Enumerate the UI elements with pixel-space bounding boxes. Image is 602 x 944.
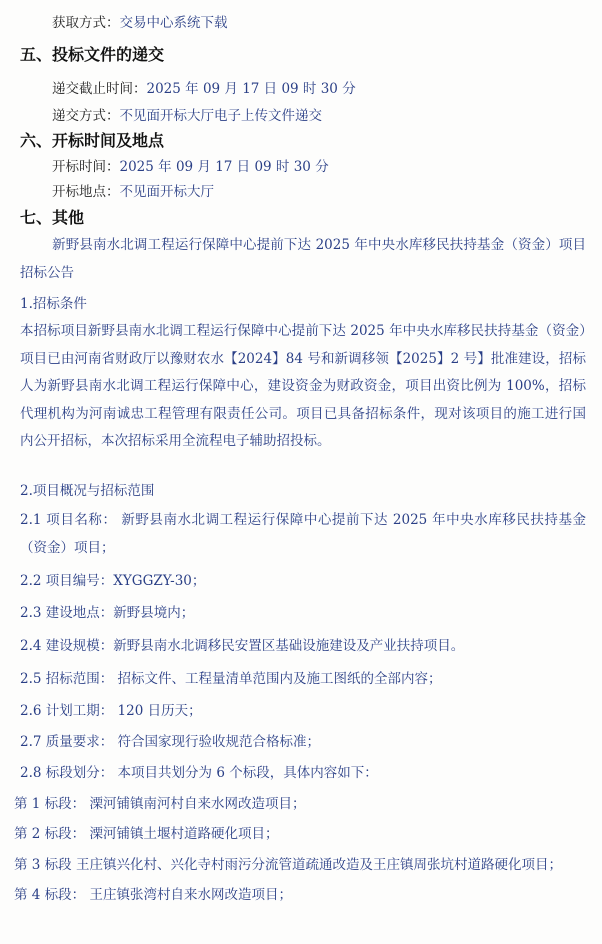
item2-7: 2.7 质量要求： 符合国家现行验收规范合格标准； [20,734,321,750]
item2-heading: 2.项目概况与招标范围 [20,483,155,499]
lot-1: 第 1 标段： 溧河铺镇南河村自来水网改造项目； [14,796,306,812]
submit-method-value: 不见面开标大厅电子上传文件递交 [119,108,322,124]
item2-5: 2.5 招标范围： 招标文件、工程量清单范围内及施工图纸的全部内容； [20,671,442,687]
item2-8: 2.8 标段划分： 本项目共划分为 6 个标段，具体内容如下： [20,765,378,781]
s4-method-value: 交易中心系统下载 [119,15,228,31]
section5-heading: 五、投标文件的递交 [20,45,165,64]
item2-3: 2.3 建设地点：新野县境内； [20,605,195,621]
section7-heading: 七、其他 [20,208,85,227]
open-place-label: 开标地点： [52,184,120,200]
deadline-label: 递交截止时间： [52,81,147,97]
announcement-title: 新野县南水北调工程运行保障中心提前下达 2025 年中央水库移民扶持基金（资金）项目招标公告 [20,237,586,281]
open-time-value: 2025 年 09 月 17 日 09 时 30 分 [119,159,329,175]
submit-method-label: 递交方式： [52,108,120,124]
item2-1: 2.1 项目名称： 新野县南水北调工程运行保障中心提前下达 2025 年中央水库移民扶持基金（资金）项目； [20,512,586,556]
item2-4: 2.4 建设规模：新野县南水北调移民安置区基础设施建设及产业扶持项目。 [20,638,465,654]
open-time-line [52,158,329,176]
lot-2: 第 2 标段： 溧河铺镇土堰村道路硬化项目； [14,826,279,842]
item2-6: 2.6 计划工期： 120 日历天； [20,703,202,719]
s4-method-label: 获取方式： [52,15,120,31]
deadline-line [52,80,356,98]
lot-4: 第 4 标段： 王庄镇张湾村自来水网改造项目； [14,887,292,903]
deadline-value: 2025 年 09 月 17 日 09 时 30 分 [146,81,356,97]
item1-heading: 1.招标条件 [20,296,87,312]
item1-body: 本招标项目新野县南水北调工程运行保障中心提前下达 2025 年中央水库移民扶持基金（资金）项目已由河南省财政厅以豫财农水【2024】84 号和新调移领【2025】2 号】批准建设，招标人为新野县南水北调工程运行保障中心，建设资金为财政资金，项目出资比例为 100%，招标代理机构为河南诚忠工程管理有限责任公司。项目已具备招标条件，现对该项目的施工进行国内公开招标，本次招标采用全流程电子辅助招投标。 [20,323,586,449]
s4-method-line [52,14,228,32]
open-time-label: 开标时间： [52,159,120,175]
lot-3: 第 3 标段 王庄镇兴化村、兴化寺村雨污分流管道疏通改造及王庄镇周张坑村道路硬化项目； [14,857,562,873]
open-place-line [52,183,214,201]
submit-method-line [52,107,322,125]
item2-2: 2.2 项目编号：XYGGZY-30； [20,573,206,589]
open-place-value: 不见面开标大厅 [119,184,214,200]
section6-heading: 六、开标时间及地点 [20,131,165,150]
